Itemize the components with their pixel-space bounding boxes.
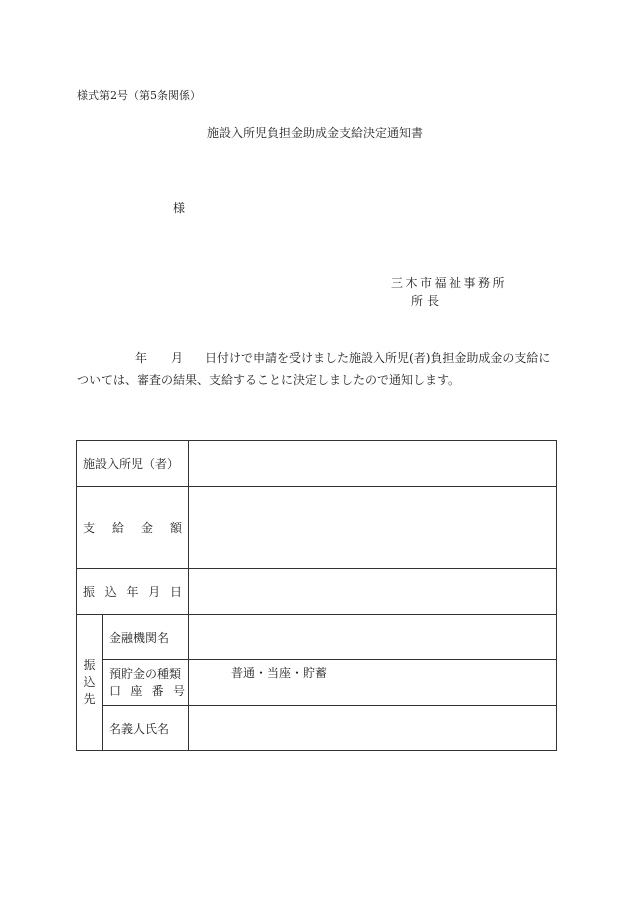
transfer-date-label-char: 振 xyxy=(83,585,96,599)
issuer-office: 三木市福祉事務所 xyxy=(391,276,508,290)
account-number-label-char: 番 xyxy=(151,683,164,698)
transfer-date-label-char: 年 xyxy=(126,585,139,599)
amount-label-cell xyxy=(77,487,189,569)
date-year-label: 年 xyxy=(135,351,148,365)
transfer-date-label-char: 込 xyxy=(104,585,117,599)
account-number-label-char: 口 xyxy=(109,683,122,698)
date-month-label: 月 xyxy=(171,351,184,365)
transfer-date-label-char: 月 xyxy=(148,585,161,599)
notice-body xyxy=(77,347,557,391)
account-type-label: 預貯金の種類 xyxy=(109,666,182,681)
facility-value-cell xyxy=(189,441,557,487)
account-number-label-char: 座 xyxy=(130,683,143,698)
transfer-date-label xyxy=(77,583,188,600)
amount-label-char: 給 xyxy=(112,521,125,535)
bank-name-label: 金融機関名 xyxy=(103,615,189,660)
holder-name-value-cell xyxy=(189,706,557,751)
notice-body-line-1 xyxy=(77,347,557,369)
bank-name-value-cell xyxy=(189,615,557,660)
table-row-transfer-date xyxy=(77,569,557,615)
account-value-cell xyxy=(189,660,557,706)
table-row-amount xyxy=(77,487,557,569)
table-row-facility xyxy=(77,441,557,487)
transfer-date-label-char: 日 xyxy=(170,585,183,599)
transfer-date-label-cell xyxy=(77,569,189,615)
transfer-destination-char: 先 xyxy=(83,692,96,706)
account-number-label xyxy=(109,683,185,700)
payment-info-table xyxy=(76,440,557,751)
account-label-cell xyxy=(103,660,189,706)
notice-body-line-1-text: 日付けで申請を受けました施設入所児(者)負担金助成金の支給に xyxy=(205,351,551,365)
transfer-destination-label xyxy=(77,615,103,751)
document-title: 施設入所児負担金助成金支給決定通知書 xyxy=(206,126,423,140)
amount-label-char: 支 xyxy=(83,521,96,535)
addressee-honorific: 様 xyxy=(173,201,186,215)
table-row-bank xyxy=(77,615,557,660)
account-number-label-char: 号 xyxy=(172,683,185,698)
amount-value-cell xyxy=(189,487,557,569)
transfer-destination-char: 振 xyxy=(83,658,96,672)
transfer-destination-char: 込 xyxy=(83,675,96,689)
notice-body-line-2: ついては、審査の結果、支給することに決定しましたので通知します。 xyxy=(77,373,461,387)
holder-name-label: 名義人氏名 xyxy=(103,706,189,751)
amount-label-char: 額 xyxy=(170,521,183,535)
table-row-holder xyxy=(77,706,557,751)
account-type-options: 普通・当座・貯蓄 xyxy=(231,666,328,680)
amount-label xyxy=(77,519,188,536)
amount-label-char: 金 xyxy=(141,521,154,535)
issuer-title: 所長 xyxy=(411,294,444,308)
table-row-account xyxy=(77,660,557,706)
facility-label: 施設入所児（者） xyxy=(77,441,189,487)
transfer-date-value-cell xyxy=(189,569,557,615)
form-number: 様式第2号（第5条関係） xyxy=(77,89,201,102)
